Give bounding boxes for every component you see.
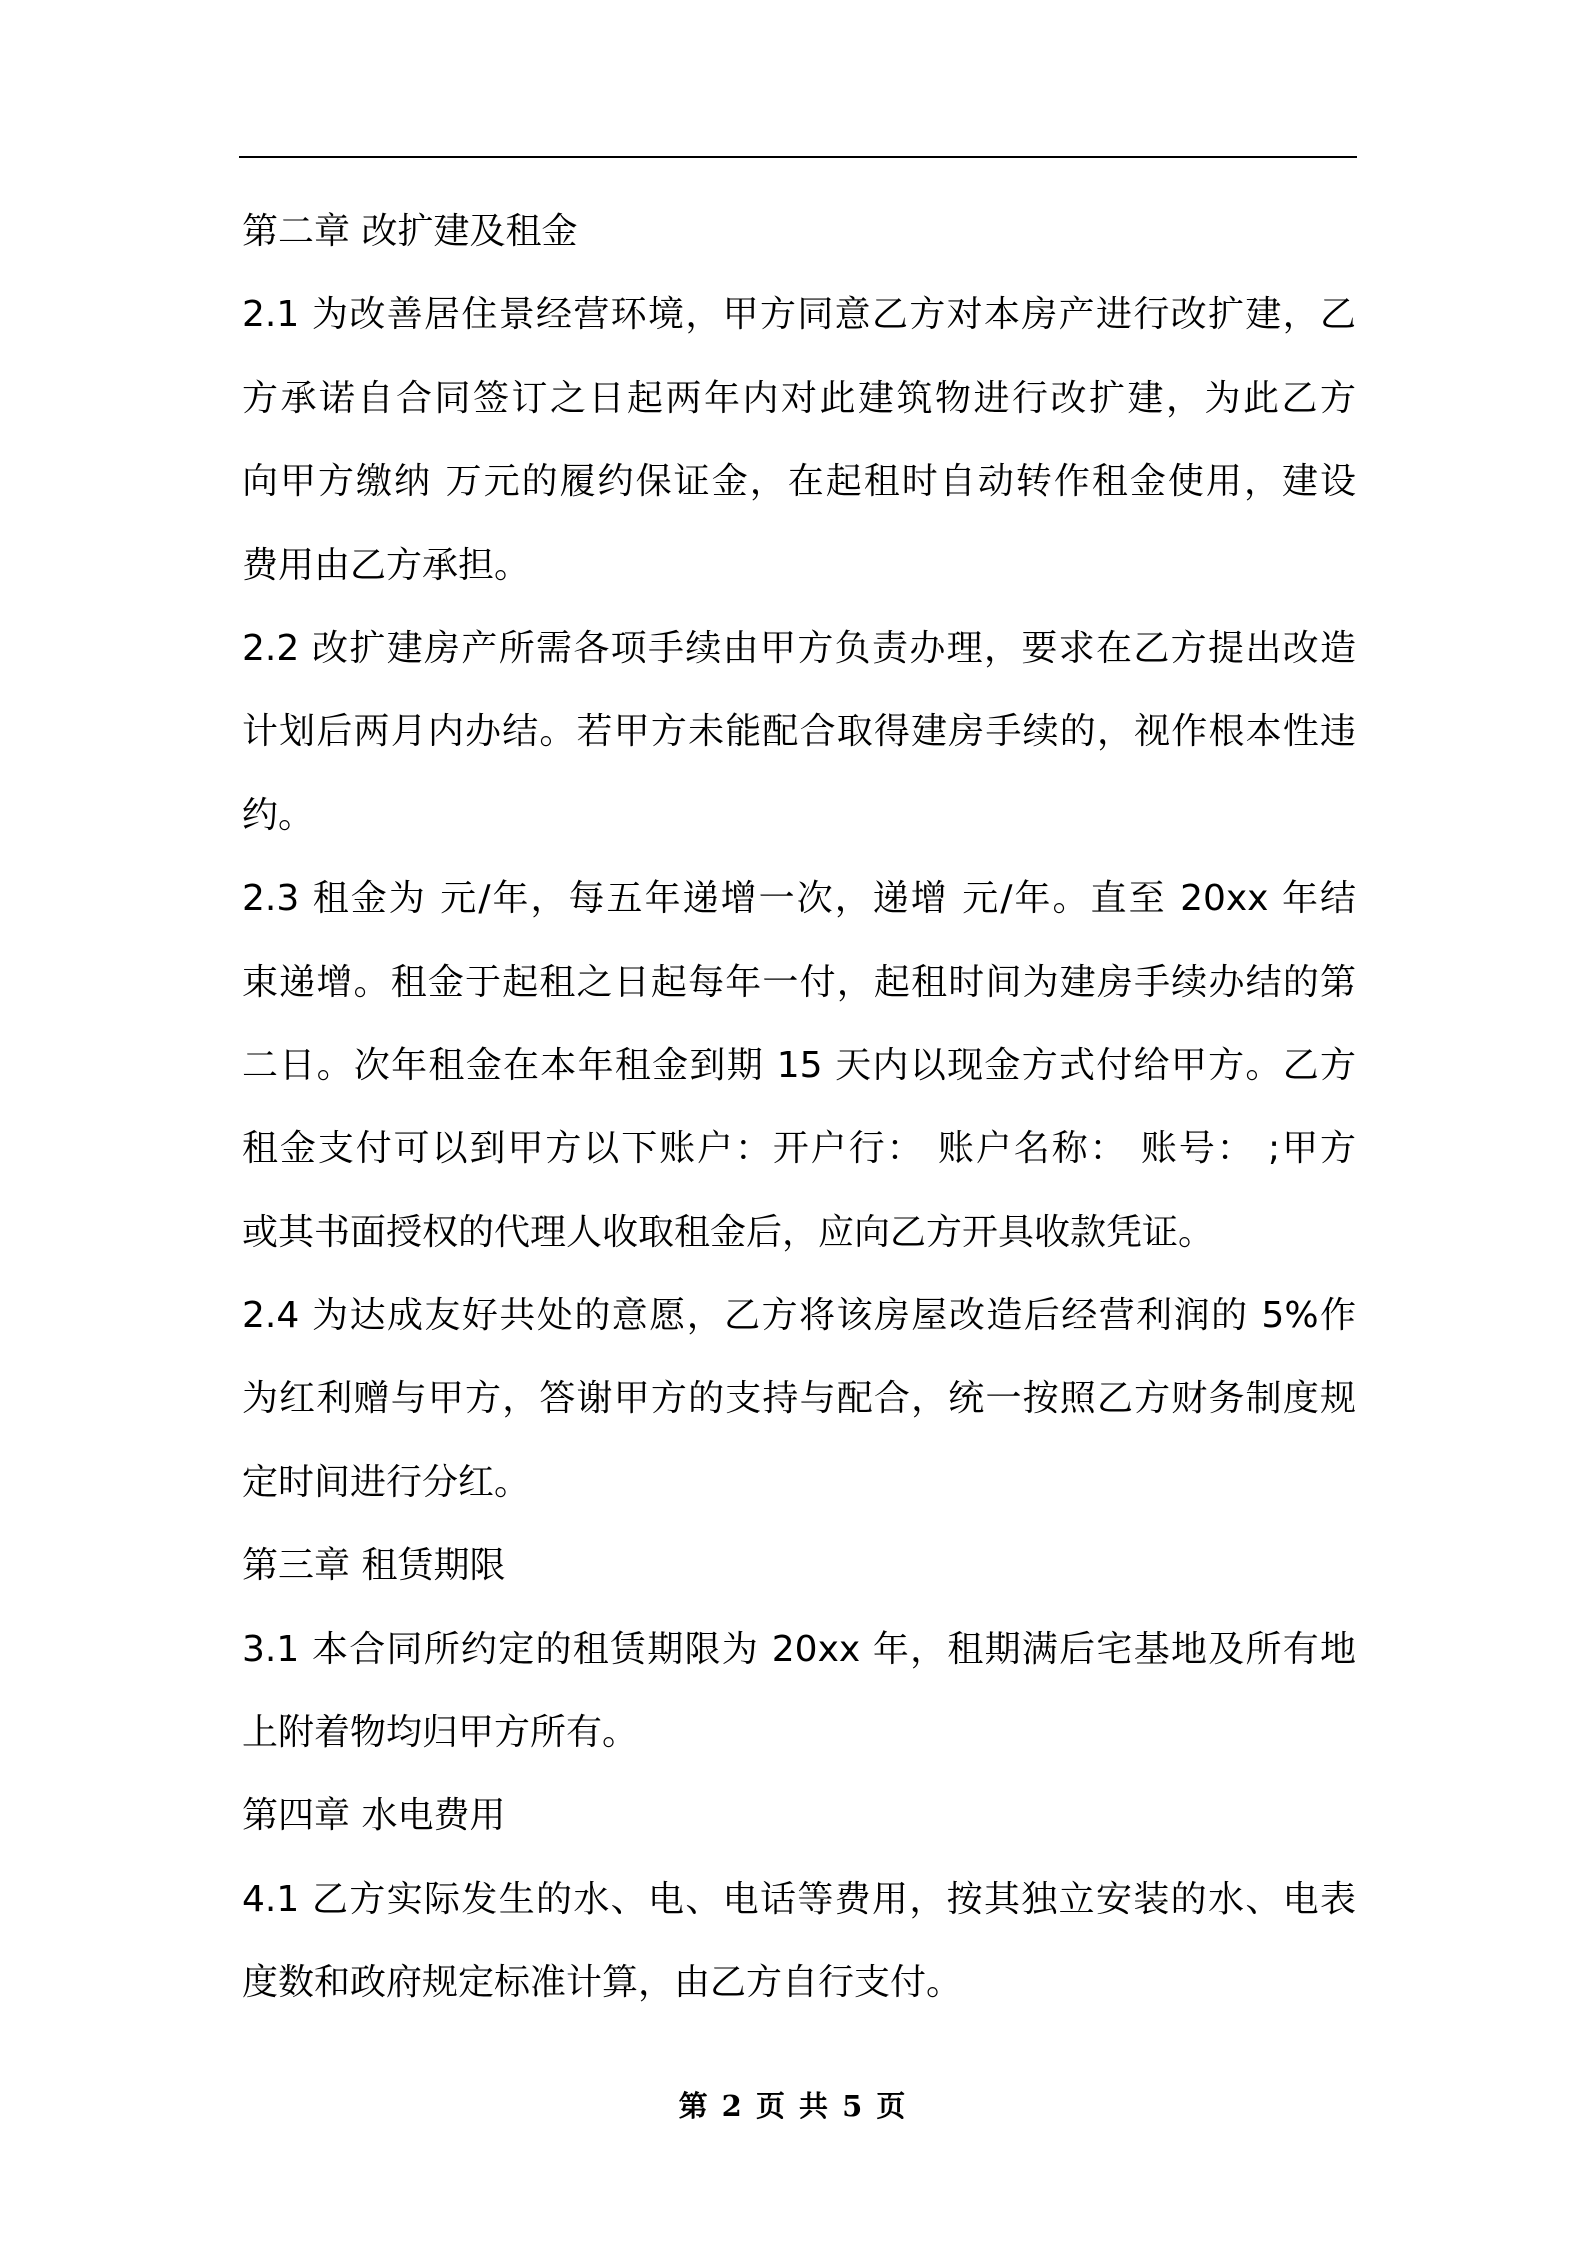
text-line: 或其书面授权的代理人收取租金后，应向乙方开具收款凭证。 bbox=[242, 1211, 1215, 1253]
header-rule bbox=[239, 156, 1357, 158]
text-line: 定时间进行分红。 bbox=[242, 1461, 531, 1503]
text-line: 约。 bbox=[242, 794, 315, 836]
text-line: 3.1 本合同所约定的租赁期限为 20xx 年，租期满后宅基地及所有地 bbox=[242, 1628, 1356, 1670]
text-line: 2.2 改扩建房产所需各项手续由甲方负责办理，要求在乙方提出改造 bbox=[242, 627, 1356, 669]
text-line: 计划后两月内办结。若甲方未能配合取得建房手续的，视作根本性违 bbox=[242, 711, 1356, 753]
text-line: 第二章 改扩建及租金 bbox=[242, 211, 578, 252]
page-number: 第 2 页 共 5 页 bbox=[678, 2089, 908, 2123]
text-line: 向甲方缴纳 万元的履约保证金，在起租时自动转作租金使用，建设 bbox=[242, 461, 1356, 503]
text-line: 度数和政府规定标准计算，由乙方自行支付。 bbox=[242, 1962, 963, 2004]
text-line: 束递增。租金于起租之日起每年一付，起租时间为建房手续办结的第 bbox=[242, 961, 1356, 1003]
text-line: 2.4 为达成友好共处的意愿，乙方将该房屋改造后经营利润的 5%作 bbox=[242, 1295, 1356, 1337]
text-line: 2.1 为改善居住景经营环境，甲方同意乙方对本房产进行改扩建，乙 bbox=[242, 294, 1356, 336]
text-line: 4.1 乙方实际发生的水、电、电话等费用，按其独立安装的水、电表 bbox=[242, 1878, 1356, 1920]
text-line: 租金支付可以到甲方以下账户：开户行： 账户名称： 账号： ;甲方 bbox=[242, 1128, 1356, 1170]
text-line: 费用由乙方承担。 bbox=[242, 544, 531, 586]
text-line: 上附着物均归甲方所有。 bbox=[242, 1712, 639, 1754]
document-body bbox=[242, 190, 1356, 2025]
text-line: 2.3 租金为 元/年，每五年递增一次，递增 元/年。直至 20xx 年结 bbox=[242, 878, 1356, 920]
text-line: 为红利赠与甲方，答谢甲方的支持与配合，统一按照乙方财务制度规 bbox=[242, 1378, 1356, 1420]
text-line: 方承诺自合同签订之日起两年内对此建筑物进行改扩建，为此乙方 bbox=[242, 377, 1356, 419]
text-line: 第四章 水电费用 bbox=[242, 1795, 506, 1837]
text-line: 第三章 租赁期限 bbox=[242, 1545, 506, 1587]
text-line: 二日。次年租金在本年租金到期 15 天内以现金方式付给甲方。乙方 bbox=[242, 1044, 1356, 1086]
